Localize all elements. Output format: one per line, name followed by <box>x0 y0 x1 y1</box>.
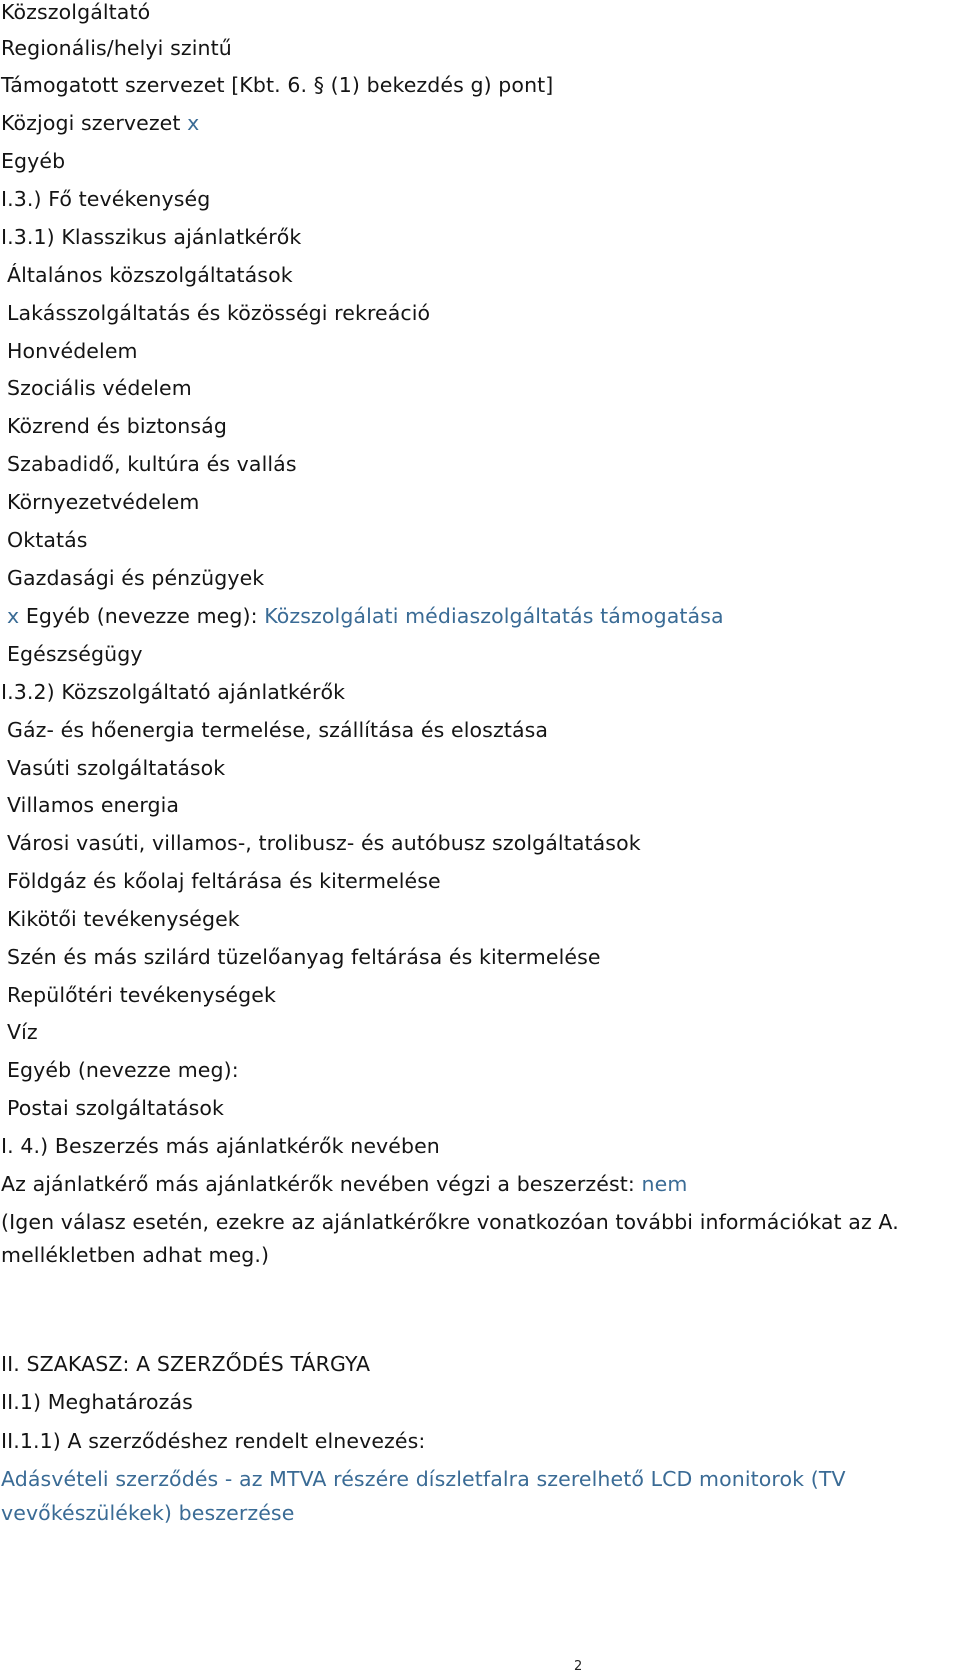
utility-item: Vasúti szolgáltatások <box>7 756 226 780</box>
classic-item: Gazdasági és pénzügyek <box>7 566 265 590</box>
utility-item: Kikötői tevékenységek <box>7 907 240 931</box>
classic-item: Lakásszolgáltatás és közösségi rekreáció <box>7 301 431 325</box>
classic-other-value: Közszolgálati médiaszolgáltatás támogatása <box>264 604 724 628</box>
classic-item: Oktatás <box>7 528 88 552</box>
procurement-note-line1: (Igen válasz esetén, ezekre az ajánlatkérőkre vonatkozóan további információkat az A. <box>1 1210 899 1234</box>
page-number: 2 <box>574 1659 583 1674</box>
org-type-other: Egyéb <box>1 149 66 173</box>
classic-item: Szabadidő, kultúra és vallás <box>7 452 297 476</box>
classic-item: Honvédelem <box>7 339 138 363</box>
org-type-supported: Támogatott szervezet [Kbt. 6. § (1) bekezdés g) pont] <box>1 73 554 97</box>
utility-item: Víz <box>7 1020 38 1044</box>
utility-item: Egyéb (nevezze meg): <box>7 1058 239 1082</box>
classic-health: Egészségügy <box>7 642 143 666</box>
utility-item: Postai szolgáltatások <box>7 1096 225 1120</box>
definition-heading: II.1) Meghatározás <box>1 1390 193 1414</box>
org-type-public-law <box>1 110 199 136</box>
section2-heading: II. SZAKASZ: A SZERZŐDÉS TÁRGYA <box>1 1352 371 1376</box>
classic-other-line <box>7 603 724 629</box>
procurement-heading: I. 4.) Beszerzés más ajánlatkérők nevében <box>1 1134 440 1158</box>
procurement-question-line <box>1 1171 687 1197</box>
classic-item: Általános közszolgáltatások <box>7 263 293 287</box>
utility-item: Villamos energia <box>7 793 180 817</box>
procurement-question: Az ajánlatkérő más ajánlatkérők nevében végzi a beszerzést: <box>1 1172 635 1196</box>
classic-other-mark: x <box>7 604 20 628</box>
contract-name-label: II.1.1) A szerződéshez rendelt elnevezés: <box>1 1429 426 1453</box>
classic-item: Környezetvédelem <box>7 490 200 514</box>
contract-name-line2: vevőkészülékek) beszerzése <box>1 1501 295 1525</box>
classic-other-label: Egyéb (nevezze meg): <box>25 604 258 628</box>
procurement-note-line2: mellékletben adhat meg.) <box>1 1243 270 1267</box>
contract-name-line1: Adásvételi szerződés - az MTVA részére díszletfalra szerelhető LCD monitorok (TV <box>1 1467 846 1491</box>
classic-heading: I.3.1) Klasszikus ajánlatkérők <box>1 225 302 249</box>
org-type-public-law-mark: x <box>187 111 200 135</box>
org-type-public-law-label: Közjogi szervezet <box>1 111 181 135</box>
org-type-public-service: Közszolgáltató <box>1 0 151 24</box>
utility-heading: I.3.2) Közszolgáltató ajánlatkérők <box>1 680 346 704</box>
classic-item: Szociális védelem <box>7 376 192 400</box>
utility-item: Szén és más szilárd tüzelőanyag feltárása és kitermelése <box>7 945 601 969</box>
org-type-regional: Regionális/helyi szintű <box>1 36 232 60</box>
main-activity-heading: I.3.) Fő tevékenység <box>1 187 211 211</box>
utility-item: Repülőtéri tevékenységek <box>7 983 276 1007</box>
utility-item: Földgáz és kőolaj feltárása és kitermelése <box>7 869 441 893</box>
utility-item: Városi vasúti, villamos-, trolibusz- és autóbusz szolgáltatások <box>7 831 641 855</box>
classic-item: Közrend és biztonság <box>7 414 227 438</box>
utility-item: Gáz- és hőenergia termelése, szállítása és elosztása <box>7 718 549 742</box>
procurement-answer: nem <box>641 1172 688 1196</box>
